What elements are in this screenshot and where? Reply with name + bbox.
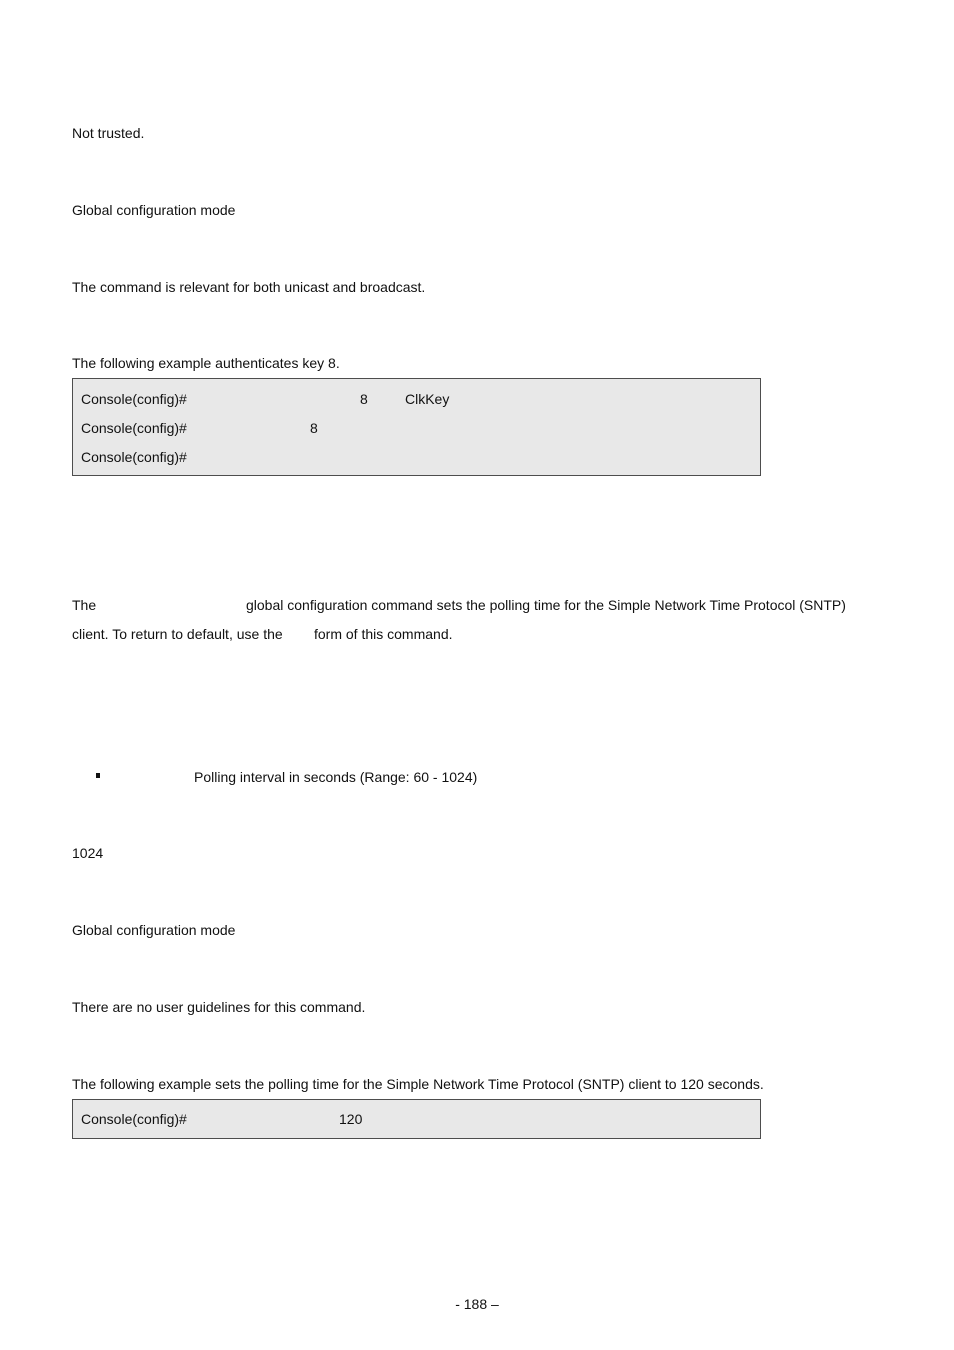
description-line-1-start: The (72, 597, 97, 613)
command-mode-text: Global configuration mode (72, 202, 236, 218)
command-mode-text: Global configuration mode (72, 922, 236, 938)
code-argument: ClkKey (405, 391, 450, 407)
parameter-description: Polling interval in seconds (Range: 60 - 1024) (194, 769, 478, 785)
user-guidelines-text: There are no user guidelines for this command. (72, 999, 366, 1015)
code-prompt: Console(config)# (81, 449, 187, 465)
default-value-text: Not trusted. (72, 125, 145, 141)
code-argument: 120 (339, 1111, 363, 1127)
code-argument: 8 (310, 420, 318, 436)
default-value-text: 1024 (72, 845, 104, 861)
code-prompt: Console(config)# (81, 420, 187, 436)
example-intro-text: The following example sets the polling time for the Simple Network Time Protocol (SNTP) client to 120 seconds. (72, 1076, 764, 1092)
code-argument: 8 (360, 391, 368, 407)
code-prompt: Console(config)# (81, 1111, 187, 1127)
page-number: - 188 – (455, 1296, 499, 1312)
user-guidelines-text: The command is relevant for both unicast and broadcast. (72, 279, 426, 295)
example-code-block (72, 1099, 761, 1139)
example-code-block (72, 378, 761, 476)
example-intro-text: The following example authenticates key 8. (72, 355, 340, 371)
description-line-1-end: global configuration command sets the polling time for the Simple Network Time Protocol (SNTP) (246, 597, 846, 613)
description-line-2-start: client. To return to default, use the (72, 626, 283, 642)
description-line-2-end: form of this command. (314, 626, 453, 642)
bullet-icon (96, 773, 100, 778)
code-prompt: Console(config)# (81, 391, 187, 407)
